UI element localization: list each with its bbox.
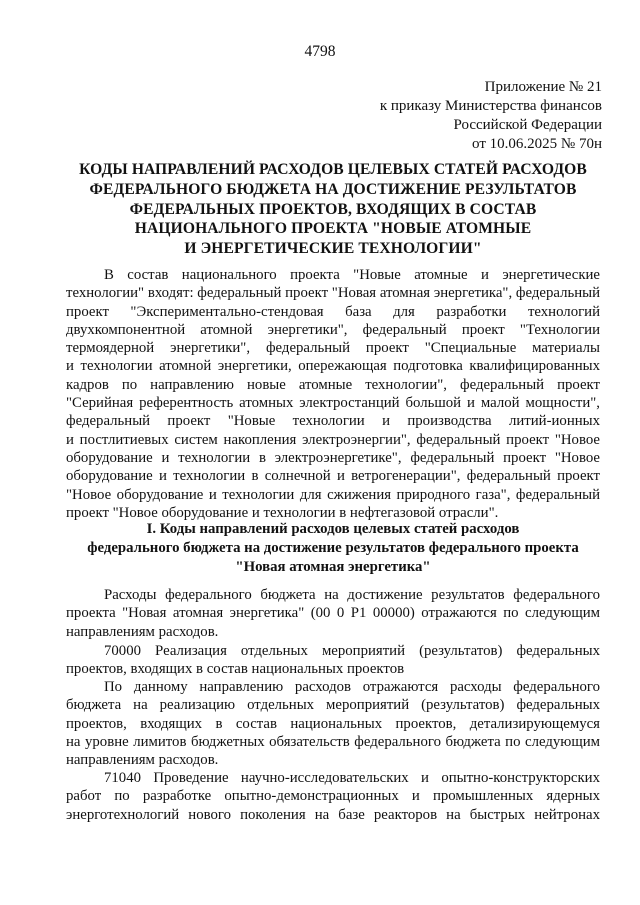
text-line: термоядерной энергетики", федеральный проект "Специальные материалы [66,340,600,357]
text-line: проект "Экспериментально-стендовая база для разработки технологий [66,303,600,320]
text-line: проект "Новое оборудование и технологии в нефтегазовой отрасли". [66,504,499,521]
text-line: энерготехнологий нового поколения на базе реакторов на быстрых нейтронах [66,806,600,823]
appendix-line: Приложение № 21 [484,79,602,95]
text-line: работ по разработке опытно-демонстрационных и промышленных ядерных [66,788,600,805]
paragraph-expenses [66,586,600,641]
title-line: И ЭНЕРГЕТИЧЕСКИЕ ТЕХНОЛОГИИ" [184,240,482,258]
title-line: ФЕДЕРАЛЬНОГО БЮДЖЕТА НА ДОСТИЖЕНИЕ РЕЗУЛЬТАТОВ [89,180,577,198]
text-line: на уровне лимитов бюджетных обязательств федерального бюджета по следующим [66,733,600,750]
text-line: двухкомпонентной атомной энергетики", федеральный проект "Технологии [66,321,600,338]
text-line: проектов, входящих в состав национальных проектов [66,661,405,678]
appendix-line: от 10.06.2025 № 70н [472,136,602,152]
title-line: НАЦИОНАЛЬНОГО ПРОЕКТА "НОВЫЕ АТОМНЫЕ [134,220,532,238]
text-line: направлениям расходов. [66,752,219,769]
text-line: кадров по направлению новые атомные технологии", федеральный проект [66,376,600,393]
paragraph-70000 [66,642,600,679]
document-title [66,160,600,259]
text-line: "Новое оборудование и технологии для сжижения природного газа", федеральный [66,486,600,503]
title-line: ФЕДЕРАЛЬНЫХ ПРОЕКТОВ, ВХОДЯЩИХ В СОСТАВ [129,200,537,218]
text-line: проектов, входящих в состав национальных проектов, детализирующемуся [66,715,600,732]
text-line: технологии" входят: федеральный проект "Новая атомная энергетика", федеральный [66,285,600,302]
text-line: В состав национального проекта "Новые атомные и энергетические [104,267,600,283]
text-line: федеральный проект "Новые технологии и производства литий-ионных [66,413,600,430]
appendix-line: к приказу Министерства финансов [379,98,602,114]
title-line: КОДЫ НАПРАВЛЕНИЙ РАСХОДОВ ЦЕЛЕВЫХ СТАТЕЙ РАСХОДОВ [79,161,587,178]
section-title-line: I. Коды направлений расходов целевых статей расходов [146,521,520,537]
page-number: 4798 [304,43,336,60]
text-line: направлениям расходов. [66,623,219,640]
section-title [66,520,600,577]
text-line: 70000 Реализация отдельных мероприятий (результатов) федеральных [104,643,600,659]
appendix-line: Российской Федерации [453,117,602,133]
section-title-line: федерального бюджета на достижение результатов федерального проекта [87,540,579,556]
text-line: "Серийная референтность атомных электростанций большой и малой мощности", [66,395,600,412]
text-line: 71040 Проведение научно-исследовательских и опытно-конструкторских [104,770,600,786]
appendix-header [362,78,602,154]
text-line: По данному направлению расходов отражаются расходы федерального [104,679,600,695]
text-line: Расходы федерального бюджета на достижение результатов федерального [104,587,600,603]
intro-paragraph [66,266,600,522]
text-line: и постлитиевых систем накопления электроэнергии", федеральный проект "Новое [66,431,600,448]
text-line: проекта "Новая атомная энергетика" (00 0 Р1 00000) отражаются по следующим [66,605,600,622]
section-title-line: "Новая атомная энергетика" [235,559,431,575]
text-line: и технологии атомной энергетики, опережающая подготовка квалифицированных [66,358,600,375]
paragraph-detail [66,678,600,769]
text-line: бюджета на реализацию отдельных мероприятий (результатов) федеральных [66,697,600,714]
paragraph-71040 [66,769,600,824]
text-line: оборудование и технологии в электроэнергетике", федеральный проект "Новое [66,449,600,466]
text-line: оборудование и технологии в солнечной и ветрогенерации", федеральный проект [66,468,600,485]
